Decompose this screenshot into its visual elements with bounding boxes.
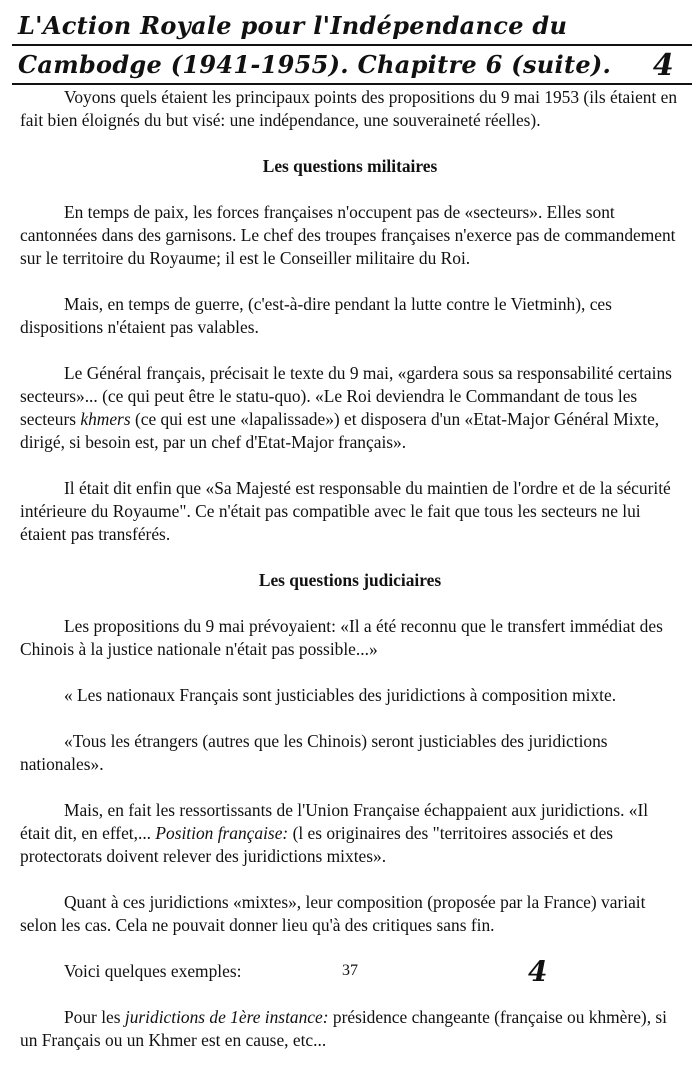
text-run: Le Général français, précisait le texte du 9 mai, «gardera sous sa responsabilité certains secteurs»... (ce qui peut être le statu-quo). «Le Roi deviendra le Commandant de tous les secteurs [20,363,672,429]
judicial-paragraph-3: «Tous les étrangers (autres que les Chinois) seront justiciables des juridictions nationales». [20,731,608,774]
judicial-paragraph-5: Quant à ces juridictions «mixtes», leur composition (proposée par la France) variait selon les cas. Cela ne pouvait donner lieu qu'à des critiques sans fin. [20,892,646,935]
italic-run: juridictions de 1ère instance: [124,1007,329,1027]
section-heading-military: Les questions militaires [262,156,438,176]
judicial-paragraph-2: « Les nationaux Français sont justiciables des juridictions à composition mixte. [64,685,617,705]
header-line-1: L'Action Royale pour l'Indépendance du [12,8,692,46]
italic-run: Position française: [155,823,289,843]
military-paragraph-4: Il était dit enfin que «Sa Majesté est responsable du maintien de l'ordre et de la sécurité intérieure du Royaume". Ce n'était pas compatible avec le fait que tous les secteurs ne lui étaient pas transférés. [20,478,671,544]
text-run: Mais, en fait les ressortissants de l'Union Française échappaient aux juridictions. «Il était dit, en effet,... [20,800,649,843]
military-paragraph-3 [20,362,680,454]
text-run: (ce qui est une «lapalissade») et disposera d'un «Etat-Major Général Mixte, dirigé, si besoin est, par un chef d'Etat-Major français». [20,409,660,452]
header-page-mark: 4 [652,48,674,83]
military-paragraph-1: En temps de paix, les forces françaises n'occupent pas de «secteurs». Elles sont cantonnées dans des garnisons. Le chef des troupes françaises n'exerce pas de commandement sur le territoire du Royaume; il est le Conseiller militaire du Roi. [20,202,676,268]
text-run: présidence changeante (française ou khmère), si un Français ou un Khmer est en cause, etc... [20,1007,667,1050]
header-line-2: Cambodge (1941-1955). Chapitre 6 (suite). [12,47,692,85]
document-body [20,86,680,1075]
section-heading-judicial: Les questions judiciaires [258,570,442,590]
text-run: Pour les [64,1007,125,1027]
page-number: 37 [342,962,358,979]
text-run: (l es originaires des "territoires associés et des protectorats doivent relever des juridictions mixtes». [20,823,614,866]
military-paragraph-2: Mais, en temps de guerre, (c'est-à-dire pendant la lutte contre le Vietminh), ces dispositions n'étaient pas valables. [20,294,612,337]
judicial-paragraph-6: Voici quelques exemples: [64,961,242,981]
italic-run: khmers [80,409,131,429]
judicial-paragraph-7 [20,1006,680,1052]
handwritten-page-mark: 4 [528,955,548,988]
intro-paragraph: Voyons quels étaient les principaux points des propositions du 9 mai 1953 (ils étaient en fait bien éloignés du but visé: une indépendance, une souveraineté réelles). [20,87,678,130]
handwritten-chapter-header [12,8,692,85]
judicial-paragraph-4 [20,799,680,868]
judicial-paragraph-1: Les propositions du 9 mai prévoyaient: «Il a été reconnu que le transfert immédiat des Chinois à la justice nationale n'était pas possible...» [20,616,663,659]
